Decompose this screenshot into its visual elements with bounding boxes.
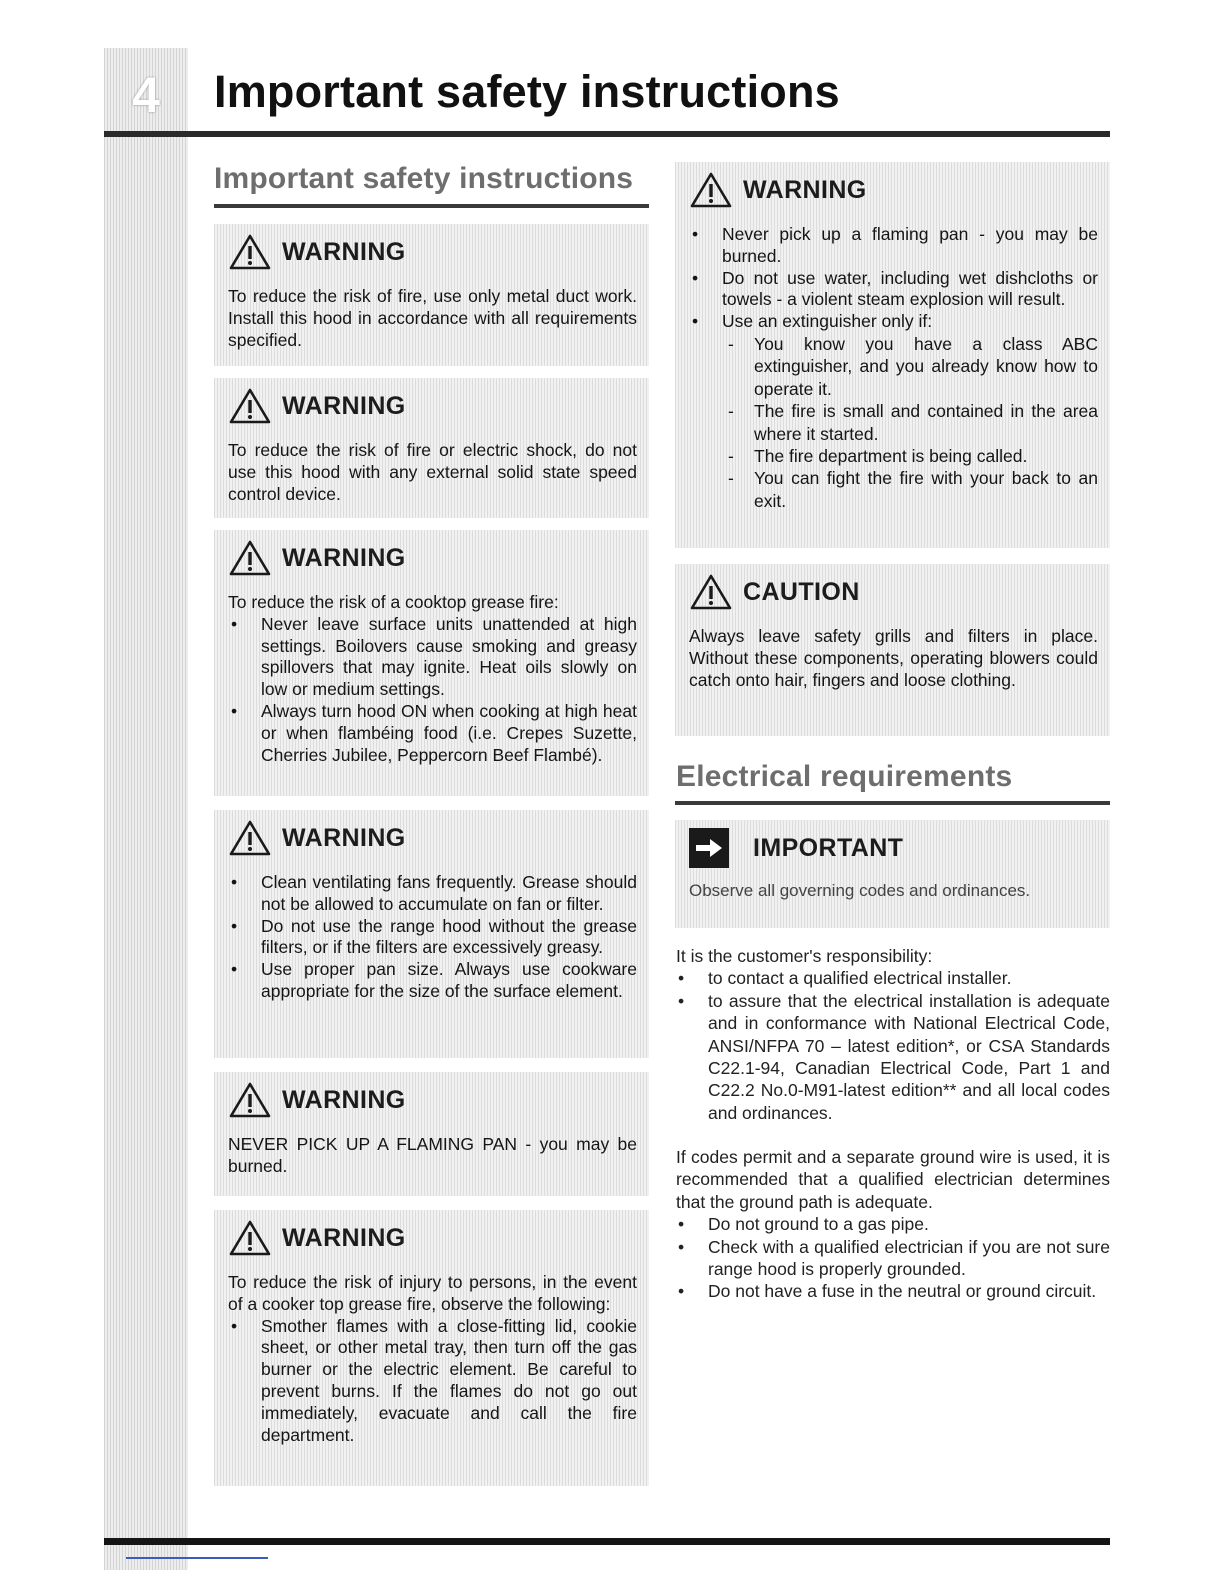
important-title: IMPORTANT xyxy=(753,833,904,862)
list-item: • Do not have a fuse in the neutral or ground circuit. xyxy=(676,1280,1110,1302)
warning-text: To reduce the risk of fire or electric shock, do not use this hood with any external solid state speed control device. xyxy=(228,440,637,504)
ground-requirements xyxy=(676,1146,1110,1303)
warning-box-grease-fire xyxy=(214,530,649,796)
warning-triangle-icon xyxy=(228,1219,272,1257)
warning-title: WARNING xyxy=(282,391,406,420)
list-item-text: Use an extinguisher only if: xyxy=(722,311,933,332)
page-title: Important safety instructions xyxy=(214,66,840,117)
section-heading-electrical: Electrical requirements xyxy=(676,760,1013,793)
sub-list-item: - The fire is small and contained in the area where it started. xyxy=(722,400,1098,445)
sub-list-item: - You know you have a class ABC extinguisher, and you already know how to operate it. xyxy=(722,333,1098,400)
list-item: • Clean ventilating fans frequently. Grease should not be allowed to accumulate on fan or filter. xyxy=(228,872,637,916)
warning-bullet-list xyxy=(228,614,637,767)
warning-box-electric-shock xyxy=(214,378,649,518)
list-item: • Use proper pan size. Always use cookware appropriate for the size of the surface element. xyxy=(228,959,637,1003)
warning-triangle-icon xyxy=(228,1081,272,1119)
warning-triangle-icon xyxy=(228,233,272,271)
title-divider xyxy=(104,131,1110,137)
warning-box-injury xyxy=(214,1210,649,1486)
section-divider xyxy=(214,204,649,208)
caution-title: CAUTION xyxy=(743,577,860,606)
warning-title: WARNING xyxy=(282,823,406,852)
warning-text: To reduce the risk of fire, use only metal duct work. Install this hood in accordance with all requirements specified. xyxy=(228,286,637,350)
list-item: • Always turn hood ON when cooking at high heat or when flambéing food (i.e. Crepes Suzette, Cherries Jubilee, Peppercorn Beef Flambé). xyxy=(228,701,637,766)
list-item xyxy=(689,311,1098,512)
list-item: • to assure that the electrical installation is adequate and in conformance with National Electrical Code, ANSI/NFPA 70 – latest edition*, or CSA Standards C22.1-94, Canadian Electrical Code, Part 1 and C22.2 No.0-M91-latest edition** and all local codes and ordinances. xyxy=(676,990,1110,1124)
warning-title: WARNING xyxy=(282,1223,406,1252)
warning-box-fire-response xyxy=(675,162,1110,548)
list-item: • Smother flames with a close-fitting lid, cookie sheet, or other metal tray, then turn off the gas burner or the electric element. Be careful to prevent burns. If the flames do not go out immediately, evacuate and call the fire department. xyxy=(228,1316,637,1447)
extinguisher-conditions xyxy=(722,333,1098,512)
list-item: • Do not use water, including wet dishcloths or towels - a violent steam explosion will result. xyxy=(689,268,1098,312)
sub-list-item: - The fire department is being called. xyxy=(722,445,1098,467)
bottom-divider xyxy=(104,1538,1110,1545)
warning-title: WARNING xyxy=(282,1085,406,1114)
list-item: • Do not ground to a gas pipe. xyxy=(676,1213,1110,1235)
warning-intro: To reduce the risk of a cooktop grease fire: xyxy=(228,592,559,612)
responsibility-intro: It is the customer's responsibility: xyxy=(676,946,933,966)
chapter-side-strip xyxy=(104,48,188,1570)
electrical-responsibility xyxy=(676,945,1110,1124)
warning-title: WARNING xyxy=(743,175,867,204)
warning-box-duct xyxy=(214,224,649,366)
warning-bullet-list xyxy=(689,224,1098,512)
section-heading-safety: Important safety instructions xyxy=(214,162,634,195)
caution-text: Always leave safety grills and filters in place. Without these components, operating blowers could catch onto hair, fingers and loose clothing. xyxy=(689,626,1098,690)
warning-bullet-list xyxy=(228,1316,637,1447)
warning-triangle-icon xyxy=(689,573,733,611)
warning-triangle-icon xyxy=(228,819,272,857)
ground-paragraph: If codes permit and a separate ground wire is used, it is recommended that a qualified electrician determines that the ground path is adequate. xyxy=(676,1147,1110,1212)
warning-intro: To reduce the risk of injury to persons, in the event of a cooker top grease fire, observe the following: xyxy=(228,1272,637,1314)
warning-triangle-icon xyxy=(228,387,272,425)
list-item: • Do not use the range hood without the grease filters, or if the filters are excessively greasy. xyxy=(228,916,637,960)
important-text: Observe all governing codes and ordinances. xyxy=(689,881,1031,900)
caution-box xyxy=(675,564,1110,736)
warning-box-flaming-pan xyxy=(214,1072,649,1196)
arrow-right-icon xyxy=(689,828,729,868)
section-divider xyxy=(675,801,1110,805)
responsibility-list xyxy=(676,967,1110,1124)
warning-text: NEVER PICK UP A FLAMING PAN - you may be burned. xyxy=(228,1134,637,1176)
list-item: • Check with a qualified electrician if you are not sure range hood is properly grounded. xyxy=(676,1236,1110,1281)
warning-bullet-list xyxy=(228,872,637,1003)
warning-title: WARNING xyxy=(282,237,406,266)
warning-title: WARNING xyxy=(282,543,406,572)
important-box xyxy=(675,820,1110,928)
chapter-number: 4 xyxy=(132,67,160,123)
warning-box-ventilation xyxy=(214,810,649,1058)
ground-list xyxy=(676,1213,1110,1303)
footer-underline xyxy=(126,1557,268,1559)
warning-triangle-icon xyxy=(228,539,272,577)
list-item: • to contact a qualified electrical installer. xyxy=(676,967,1110,989)
list-item: • Never pick up a flaming pan - you may be burned. xyxy=(689,224,1098,268)
warning-triangle-icon xyxy=(689,171,733,209)
list-item: • Never leave surface units unattended at high settings. Boilovers cause smoking and greasy spillovers that may ignite. Heat oils slowly on low or medium settings. xyxy=(228,614,637,701)
sub-list-item: - You can fight the fire with your back to an exit. xyxy=(722,467,1098,512)
